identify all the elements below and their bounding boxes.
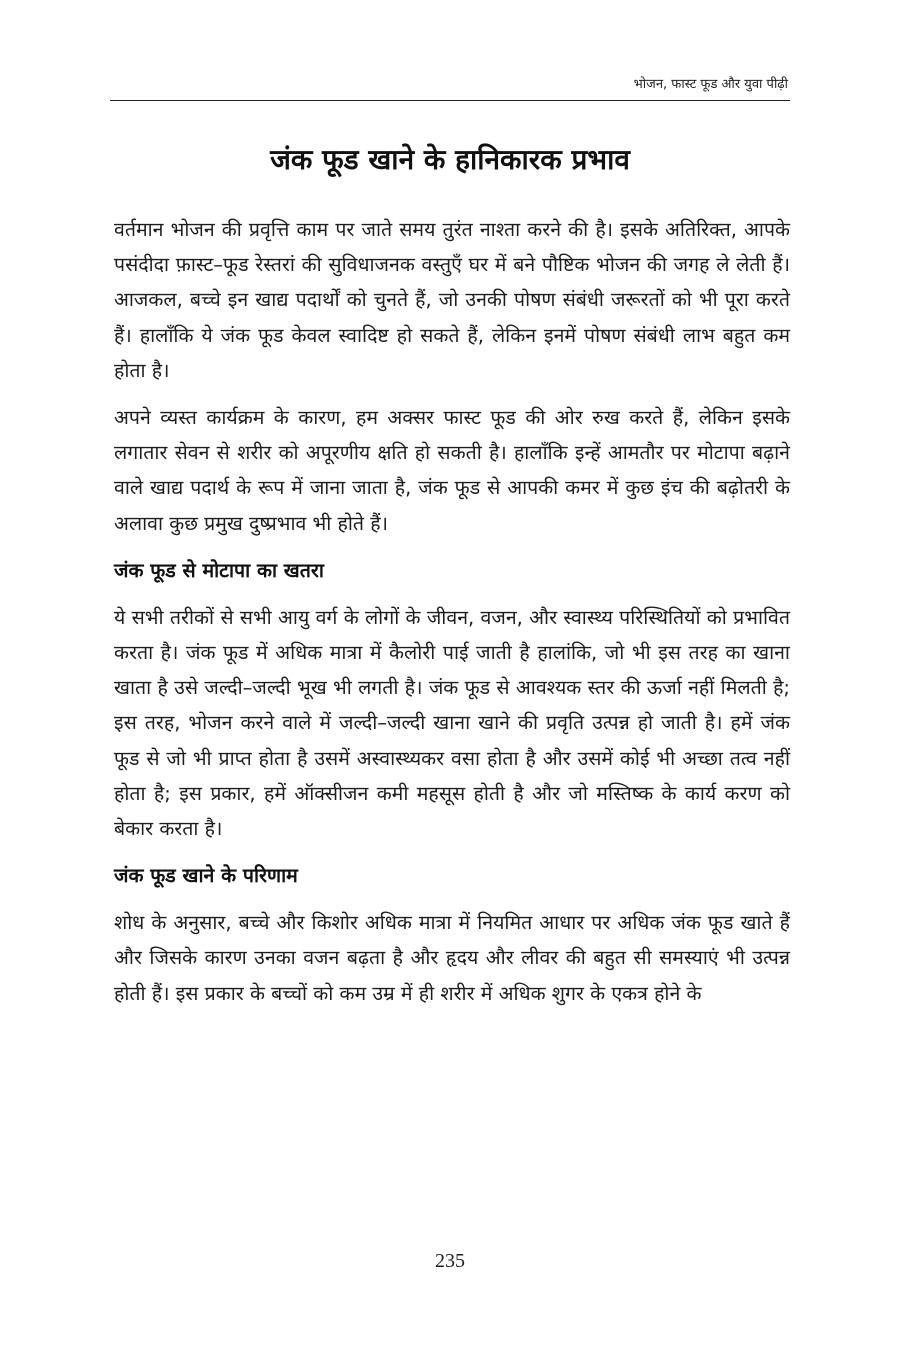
paragraph-intro-2: अपने व्यस्त कार्यक्रम के कारण, हम अक्सर फास्ट फूड की ओर रुख करते हैं, लेकिन इसके लगातार सेवन से शरीर को अपूरणीय क्षति हो सकती है। हालाँकि इन्हें आमतौर पर मोटापा बढ़ाने वाले खाद्य पदार्थ के रूप में जाना जाता है, जंक फूड से आपकी कमर में कुछ इंच की बढ़ोतरी के अलावा कुछ प्रमुख दुष्प्रभाव भी होते हैं।: [114, 406, 790, 535]
paragraph-obesity: ये सभी तरीकों से सभी आयु वर्ग के लोगों के जीवन, वजन, और स्वास्थ्य परिस्थितियों को प्रभावित करता है। जंक फूड में अधिक मात्रा में कैलोरी पाई जाती है हालांकि, जो भी इस तरह का खाना खाता है उसे जल्दी–जल्दी भूख भी लगती है। जंक फूड से आवश्यक स्तर की ऊर्जा नहीं मिलती है; इस तरह, भोजन करने वाले में जल्दी–जल्दी खाना खाने की प्रवृति उत्पन्न हो जाती है। हमें जंक फूड से जो भी प्राप्त होता है उसमें अस्वास्थ्यकर वसा होता है और उसमें कोई भी अच्छा तत्व नहीं होता है; इस प्रकार, हमें ऑक्सीजन कमी महसूस होती है और जो मस्तिष्क के कार्य करण को बेकार करता है।: [114, 605, 790, 841]
page-number: 235: [435, 1250, 465, 1272]
paragraph-consequences: शोध के अनुसार, बच्चे और किशोर अधिक मात्रा में नियमित आधार पर अधिक जंक फूड खाते हैं और जिसके कारण उनका वजन बढ़ता है और हृदय और लीवर की बहुत सी समस्याएं भी उत्पन्न होती हैं। इस प्रकार के बच्चों को कम उम्र में ही शरीर में अधिक शुगर के एकत्र होने के: [114, 911, 790, 1005]
body-text: [114, 212, 790, 1023]
section-heading-consequences: जंक फूड खाने के परिणाम: [114, 864, 298, 888]
paragraph-intro-1: वर्तमान भोजन की प्रवृत्ति काम पर जाते समय तुरंत नाश्ता करने की है। इसके अतिरिक्त, आपके पसंदीदा फ़ास्ट–फूड रेस्तरां की सुविधाजनक वस्तुएँ घर में बने पौष्टिक भोजन की जगह ले लेती हैं। आजकल, बच्चे इन खाद्य पदार्थों को चुनते हैं, जो उनकी पोषण संबंधी जरूरतों को भी पूरा करते हैं। हालाँकि ये जंक फूड केवल स्वादिष्ट हो सकते हैं, लेकिन इनमें पोषण संबंधी लाभ बहुत कम होता है।: [114, 218, 790, 382]
section-heading-obesity: जंक फूड से मोटापा का खतरा: [114, 558, 324, 582]
header-rule: [110, 100, 790, 101]
chapter-title: जंक फूड खाने के हानिकारक प्रभाव: [270, 143, 630, 176]
running-header: भोजन, फास्ट फूड और युवा पीढ़ी: [633, 77, 788, 92]
